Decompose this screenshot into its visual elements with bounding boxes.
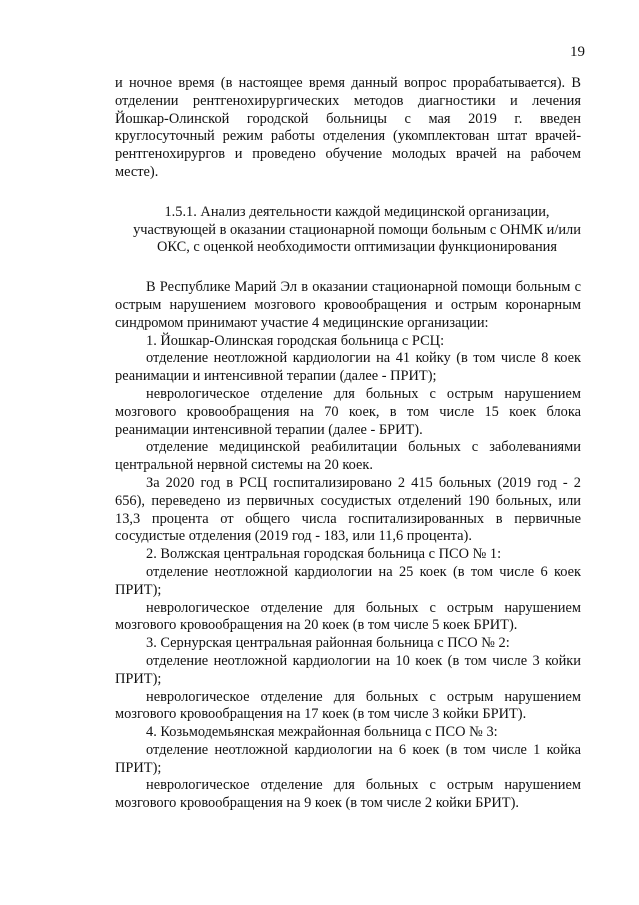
paragraph: отделение неотложной кардиологии на 41 койку (в том числе 8 коек реанимации и интенсивной терапии (далее - ПРИТ); [115, 350, 581, 385]
paragraph: неврологическое отделение для больных с острым нарушением мозгового кровообращения на 9 коек (в том числе 2 койки БРИТ). [115, 777, 581, 812]
paragraph: отделение неотложной кардиологии на 10 коек (в том числе 3 койки ПРИТ); [115, 652, 581, 687]
list-item: 1. Йошкар-Олинская городская больница с РСЦ: [146, 332, 445, 349]
page-number: 19 [570, 44, 585, 60]
paragraph: отделение медицинской реабилитации больных с заболеваниями центральной нервной системы на 20 коек. [115, 439, 581, 474]
section-heading: 1.5.1. Анализ деятельности каждой медицинской организации, участвующей в оказании стационарной помощи больным с ОНМК и/или ОКС, с оценкой необходимости оптимизации функционирования [133, 203, 581, 256]
paragraph: неврологическое отделение для больных с острым нарушением мозгового кровообращения на 20 коек (в том числе 5 коек БРИТ). [115, 599, 581, 634]
paragraph: и ночное время (в настоящее время данный вопрос прорабатывается). В отделении рентгенохирургических методов диагностики и лечения Йошкар-Олинской городской больницы с мая 2019 г. введен круглосуточный режим работы отделения (укомплектован штат врачей-рентгенохирургов и проведено обучение молодых врачей на рабочем месте). [115, 75, 581, 180]
list-item: 2. Волжская центральная городская больница с ПСО № 1: [146, 546, 502, 563]
document-body [115, 75, 581, 813]
paragraph: В Республике Марий Эл в оказании стационарной помощи больным с острым нарушением мозгового кровообращения и острым коронарным синдромом принимают участие 4 медицинские организации: [115, 279, 581, 331]
list-item: 3. Сернурская центральная районная больница с ПСО № 2: [146, 635, 510, 652]
paragraph: неврологическое отделение для больных с острым нарушением мозгового кровообращения на 70 коек, в том числе 15 коек блока реанимации интенсивной терапии (далее - БРИТ). [115, 385, 581, 438]
paragraph: отделение неотложной кардиологии на 25 коек (в том числе 6 коек ПРИТ); [115, 563, 581, 598]
paragraph: отделение неотложной кардиологии на 6 коек (в том числе 1 койка ПРИТ); [115, 741, 581, 776]
paragraph: неврологическое отделение для больных с острым нарушением мозгового кровообращения на 17 коек (в том числе 3 койки БРИТ). [115, 688, 581, 723]
paragraph: За 2020 год в РСЦ госпитализировано 2 415 больных (2019 год - 2 656), переведено из первичных сосудистых отделений 190 больных, или 13,3 процента от общего числа госпитализированных в первичные сосудистые отделения (2019 год - 183, или 11,6 процента). [115, 474, 581, 545]
list-item: 4. Козьмодемьянская межрайонная больница с ПСО № 3: [146, 724, 498, 741]
